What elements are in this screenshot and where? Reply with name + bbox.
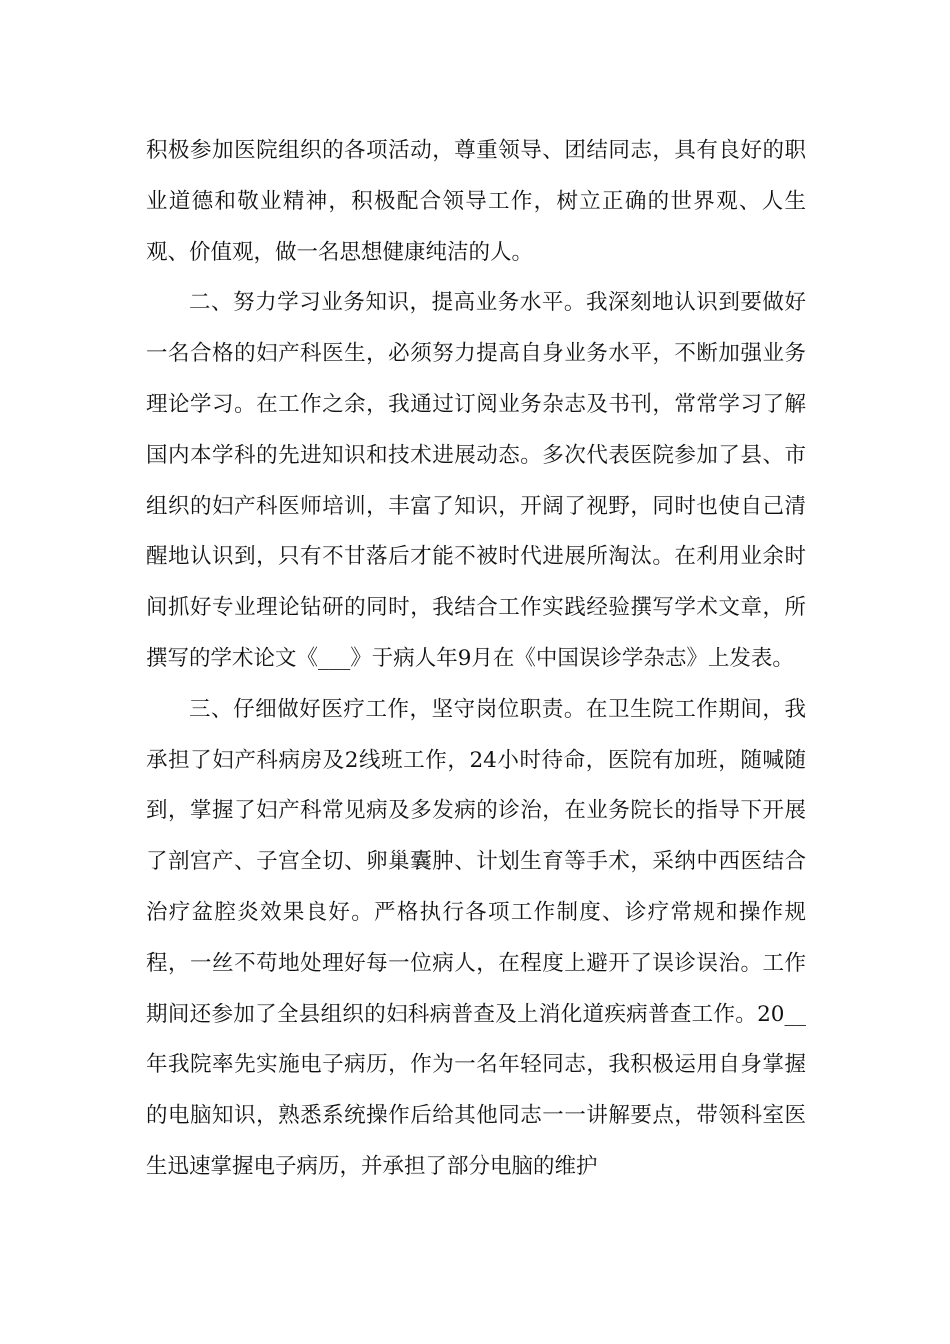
paragraph-conduct: 积极参加医院组织的各项活动，尊重领导、团结同志，具有良好的职业道德和敬业精神，积极配合领导工作，树立正确的世界观、人生观、价值观，做一名思想健康纯洁的人。 <box>146 138 806 265</box>
paragraph-study: 二、努力学习业务知识，提高业务水平。我深刻地认识到要做好一名合格的妇产科医生，必须努力提高自身业务水平，不断加强业务理论学习。在工作之余，我通过订阅业务杂志及书刊，常常学习了解国内本学科的先进知识和技术进展动态。多次代表医院参加了县、市组织的妇产科医师培训，丰富了知识，开阔了视野，同时也使自己清醒地认识到，只有不甘落后才能不被时代进展所淘汰。在利用业余时间抓好专业理论钻研的同时，我结合工作实践经验撰写学术文章，所撰写的学术论文《___》于病人年9月在《中国误诊学杂志》上发表。 <box>146 290 806 671</box>
document-page <box>146 126 806 1193</box>
paragraph-medical-work: 三、仔细做好医疗工作，坚守岗位职责。在卫生院工作期间，我承担了妇产科病房及2线班工作，24小时待命，医院有加班，随喊随到，掌握了妇产科常见病及多发病的诊治，在业务院长的指导下开展了剖宫产、子宫全切、卵巢囊肿、计划生育等手术，采纳中西医结合治疗盆腔炎效果良好。严格执行各项工作制度、诊疗常规和操作规程，一丝不苟地处理好每一位病人，在程度上避开了误诊误治。工作期间还参加了全县组织的妇科病普查及上消化道疾病普查工作。20__年我院率先实施电子病历，作为一名年轻同志，我积极运用自身掌握的电脑知识，熟悉系统操作后给其他同志一一讲解要点，带领科室医生迅速掌握电子病历，并承担了部分电脑的维护 <box>146 696 806 1179</box>
